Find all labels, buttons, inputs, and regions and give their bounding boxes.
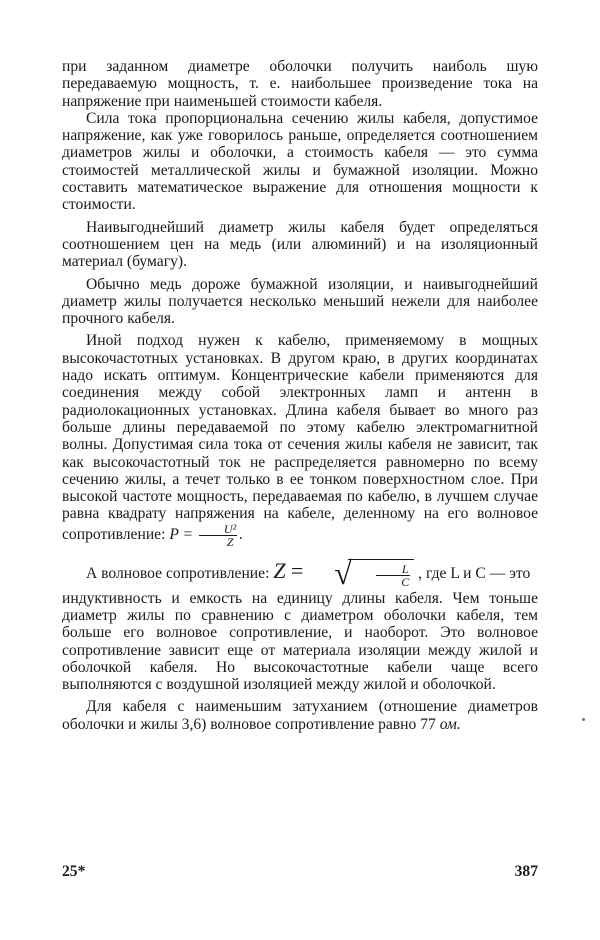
paragraph-3: Наивыгоднейший диаметр жилы кабеля будет определяться соотношением цен на медь (или алюминий) и на изоляционный материал (бумагу).	[62, 218, 538, 271]
paragraph-2: Сила тока пропорциональна сечению жилы кабеля, допустимое напряжение, как уже говорилось раньше, определяется соотношением диаметров жилы и оболочки, а стоимость кабеля — это сумма стоимостей металлической жилы и бумажной изоляции. Можно составить математическое выражение для отношения мощности к стоимости.	[62, 109, 538, 214]
impedance-fraction	[376, 563, 410, 588]
impedance-formula-eq: =	[289, 557, 305, 583]
power-formula-numerator: U²	[199, 523, 237, 536]
radical-sign-icon: √	[334, 554, 352, 591]
impedance-formula-suffix: , где L и C — это	[418, 564, 531, 582]
ohm-unit: ом.	[439, 715, 461, 733]
power-formula-end: .	[239, 525, 244, 543]
paragraph-5-text: Иной подход нужен к кабелю, применяемому в мощных высокочастотных установках. В другом краю, в других координатах надо искать оптимум. Концентрические кабели применяются для соединения между собой электронных ламп и антенн в радиолокационных установках. Длина кабеля бывает во много раз больше длины передаваемой по этому кабелю электромагнитной волны. Допустимая сила тока от сечения жилы кабеля не зависит, так как высокочастотный ток не распределяется равномерно по всему сечению жилы, а течет только в ее тонком поверхностном слое. При высокой частоте мощность, передаваемая по кабелю, в лучшем случае равна квадрату напряжения на кабеле, деленному на его волновое сопротивление:	[62, 332, 538, 543]
power-formula-fraction	[199, 523, 237, 548]
paragraph-7-text: Для кабеля с наименьшим затуханием (отношение диаметров оболочки и жилы 3,6) волновое сопротивление равно 77	[62, 698, 538, 733]
sqrt-symbol	[310, 554, 414, 591]
power-formula-lhs: P	[169, 525, 179, 543]
paragraph-5	[62, 332, 538, 547]
page-number: 387	[514, 863, 538, 880]
impedance-formula-line	[62, 556, 538, 590]
signature-mark: 25*	[62, 863, 86, 880]
margin-dot	[582, 718, 585, 721]
paragraph-7	[62, 698, 538, 733]
paragraph-4: Обычно медь дороже бумажной изоляции, и наивыгоднейший диаметр жилы получается несколько меньший нежели для наиболее прочного кабеля.	[62, 275, 538, 328]
impedance-numerator: L	[376, 563, 410, 576]
impedance-formula-prefix: А волновое сопротивление:	[86, 564, 274, 582]
paragraph-1: при заданном диаметре оболочки получить наиболь шую передаваемую мощность, т. е. наибольшее произведение тока на напряжение при наименьшей стоимости кабеля.	[62, 58, 538, 110]
impedance-formula-lhs: Z	[273, 557, 286, 583]
impedance-denominator: C	[401, 574, 410, 589]
page-text	[62, 58, 538, 733]
sqrt-body	[348, 559, 414, 590]
power-formula	[169, 521, 244, 549]
power-formula-eq: =	[182, 525, 194, 543]
paragraph-6: индуктивность и емкость на единицу длины кабеля. Чем тоньше диаметр жилы по сравнению с диаметром оболочки кабеля, тем больше его волновое сопротивление, и наоборот. Это волновое сопротивление зависит еще от материала изоляции между жилой и оболочкой кабеля. Но высокочастотные кабели чаще всего выполняются с воздушной изоляцией между жилой и оболочкой.	[62, 589, 538, 694]
power-formula-denominator: Z	[226, 534, 234, 549]
